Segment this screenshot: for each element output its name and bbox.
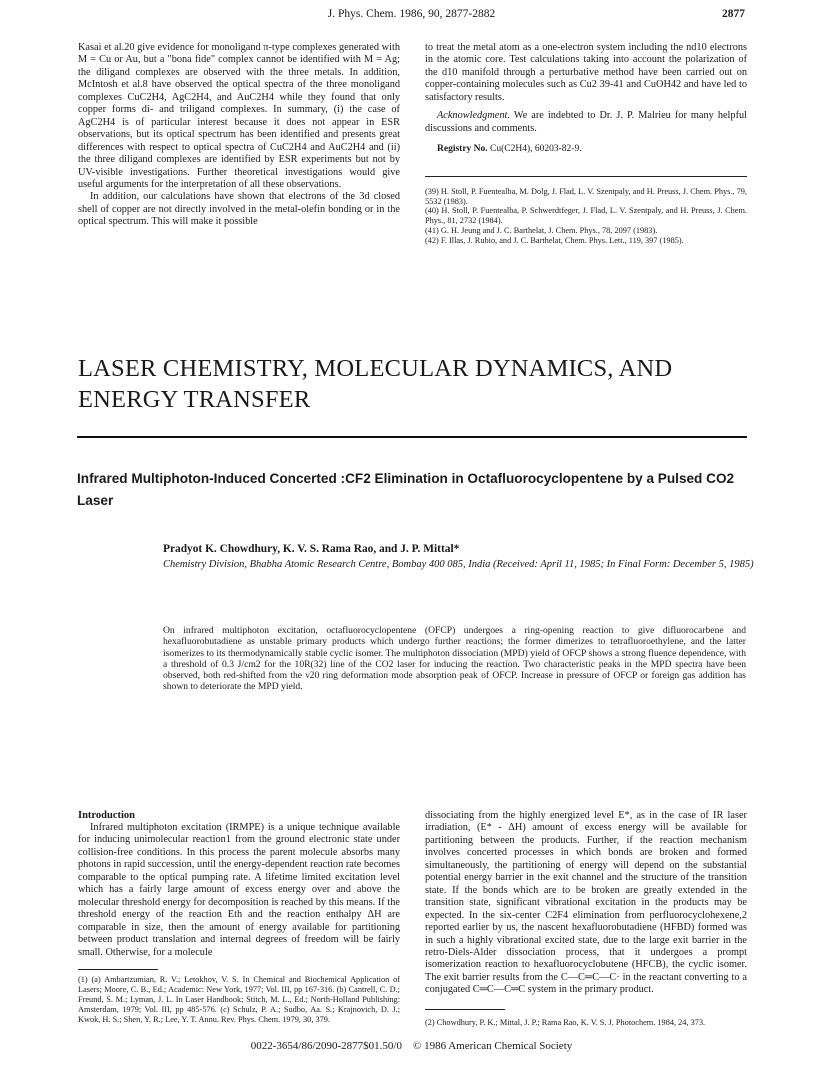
- section-rule: [77, 436, 747, 438]
- top-right-column: [425, 42, 747, 246]
- footnote-divider: [425, 1009, 505, 1010]
- paragraph: Kasai et al.20 give evidence for monoligand π-type complexes generated with M = Cu or Au, but a "bona fide" complex cannot be identified with M = Ag; the diligand complexes are observed with the three metals. In addition, McIntosh et al.8 have observed the optical spectra of the three monoligand complexes CuC2H4, AgC2H4, and AuC2H4 while they found that only copper forms di- and triligand complexes. In summary, (i) the case of AgC2H4 is of particular interest because it does not appear in ESR observations, but its optical spectrum has been identified and presents great differences with respect to optical spectra of CuC2H4 and AuC2H4 and (ii) the three diligand complexes are identified by ESR experiments but not by UV-visible investigations. Further theoretical investigations would give useful arguments for the interpretation of all these observations.: [78, 42, 400, 190]
- section-title-line: ENERGY TRANSFER: [78, 386, 311, 413]
- ack-text: We are indebted to Dr. J. P. Malrieu for many helpful discussions and comments.: [425, 110, 748, 134]
- section-title: [78, 353, 748, 415]
- footnote-divider: [78, 969, 158, 970]
- running-header: [78, 8, 745, 28]
- reference: (42) F. Illas, J. Rubio, and J. C. Barthelat, Chem. Phys. Lett., 119, 397 (1985).: [425, 236, 684, 246]
- ack-label: Acknowledgment.: [437, 110, 510, 122]
- article-code: 0022-3654/86/2090-2877$01.50/0: [250, 1040, 402, 1052]
- article-title: Infrared Multiphoton-Induced Concerted :CF2 Elimination in Octafluorocyclopentene by a Pulsed CO2 Laser: [77, 471, 735, 508]
- paragraph: In addition, our calculations have shown that electrons of the 3d closed shell of copper are not directly involved in the metal-olefin bonding or in the optical spectrum. This will make it possible: [78, 191, 400, 228]
- abstract: On infrared multiphoton excitation, octafluorocyclopentene (OFCP) undergoes a ring-opening reaction to give difluorocarbene and hexafluorobutadiene as unstable primary products which undergo further reactions; the former dimerizes to tetrafluoroethylene, and the latter isomerizes to its thermodynamically stable cyclic isomer. The multiphoton dissociation (MPD) yield of OFCP shows a strong fluence dependence, with a threshold of 0.3 J/cm2 for the 10R(32) line of the CO2 laser for inducing the reaction. Two characteristic peaks in the MPD spectra have been observed, both red-shifted from the ν20 ring deformation mode absorption peak of OFCP. Increase in pressure of OFCP or foreign gas addition has shown to deteriorate the MPD yield.: [163, 625, 746, 693]
- paragraph: dissociating from the highly energized level E*, as in the case of IR laser irradiation, (E* - ΔH) amount of excess energy will be available for partitioning between the products. Further, if the reaction mechanism involves concerted processes in which bonds are broken and formed simultaneously, the partitioning of energy will depend on the substantial potential energy barrier in the exit channel and the structure of the transition state. If the bonds which are to be broken are greatly extended in the transition state, significant vibrational excitation in the products may be expected. In the six-center C2F4 elimination from perfluorocyclohexene,2 reported earlier by us, the nascent hexafluorobutadiene (HFBD) formed was in such a highly vibrational excited state, due to the large exit barrier in the retro-Diels-Alder dissociation process, that it undergoes a prompt isomerization reaction to hexafluorocyclobutene (HFCB), the cyclic isomer. The exit barrier results from the C—C═C—C· in the reactant converting to a conjugated C═C—C═C system in the primary product.: [425, 810, 747, 996]
- journal-citation: J. Phys. Chem. 1986, 90, 2877-2882: [327, 8, 496, 20]
- reference: (39) H. Stoll, P. Fuentealba, M. Dolg, J. Flad, L. V. Szentpaly, and H. Preuss, J. Chem. Phys., 79, 5532 (1983).: [425, 186, 747, 206]
- authors: Pradyot K. Chowdhury, K. V. S. Rama Rao, and J. P. Mittal*: [163, 543, 460, 555]
- reference: (40) H. Stoll, P. Fuentealba, P. Schwerdtfeger, J. Flad, L. V. Szentpaly, and H. Preuss, J. Chem. Phys., 81, 2732 (1984).: [425, 206, 747, 226]
- registry-label: Registry No.: [437, 144, 488, 155]
- intro-left-column: [78, 810, 400, 1025]
- acknowledgment: [425, 110, 747, 135]
- intro-heading: Introduction: [78, 810, 135, 821]
- references: [425, 187, 747, 246]
- paragraph: Infrared multiphoton excitation (IRMPE) is a unique technique available for inducing unimolecular reaction1 from the ground electronic state under collision-free conditions. In this process the parent molecule absorbs many photons in rapid succession, until the energy-dependent reaction rate becomes comparable to the optical pumping rate. A lifetime limited excitation level which has a fairly large amount of excess energy over and above the molecular threshold energy for decomposition is reached by this means. If the threshold energy of the reaction Eth and the reaction enthalpy ΔH are comparable in size, then the amount of energy available for partitioning between product translation and internal degrees of freedom will be fairly small. Otherwise, for a molecule: [78, 822, 400, 958]
- page-number: 2877: [722, 8, 745, 20]
- paragraph: to treat the metal atom as a one-electron system including the nd10 electrons in the atomic core. Test calculations taking into account the polarization of the d10 manifold through a perturbative method have been carried out on copper-containing molecules such as Cu2 39-41 and CuOH42 and have led to satisfactory results.: [425, 42, 747, 103]
- copyright: © 1986 American Chemical Society: [412, 1040, 573, 1052]
- divider: [425, 176, 747, 177]
- footnote: (1) (a) Ambartzumian, R. V.; Letokhov, V. S. In Chemical and Biochemical Application of Lasers; Moore, C. B., Ed.; Academic: New York, 1977; Vol. III, pp 167-316. (b) Cantrell, C. D.; Freund, S. M.; Lyman, J. L. In Laser Handbook; Stitch, M. L., Ed.; North-Holland Publishing: Amsterdam, 1979; Vol. III, pp 485-576. (c) Schulz, P. A.; Sudbo, Aa. S.; Krajnovich, D. J.; Kwok, H. S.; Shen, Y. R.; Lee, Y. T. Annu. Rev. Phys. Chem. 1979, 30, 379.: [78, 974, 400, 1024]
- intro-right-column: [425, 810, 747, 1028]
- reference: (41) G. H. Jeung and J. C. Barthelat, J. Chem. Phys., 78, 2097 (1983).: [425, 226, 658, 236]
- section-title-line: LASER CHEMISTRY, MOLECULAR DYNAMICS, AND: [78, 355, 673, 382]
- top-left-column: [78, 42, 400, 229]
- affiliation: Chemistry Division, Bhabha Atomic Research Centre, Bombay 400 085, India (Received: April 11, 1985; In Final Form: December 5, 1985): [163, 559, 754, 570]
- page-footer: [78, 1040, 745, 1052]
- registry-text: Cu(C2H4), 60203-82-9.: [490, 144, 582, 155]
- registry: [425, 143, 747, 155]
- footnote: (2) Chowdhury, P. K.; Mittal, J. P.; Rama Rao, K. V. S. J. Photochem. 1984, 24, 373.: [425, 1017, 706, 1027]
